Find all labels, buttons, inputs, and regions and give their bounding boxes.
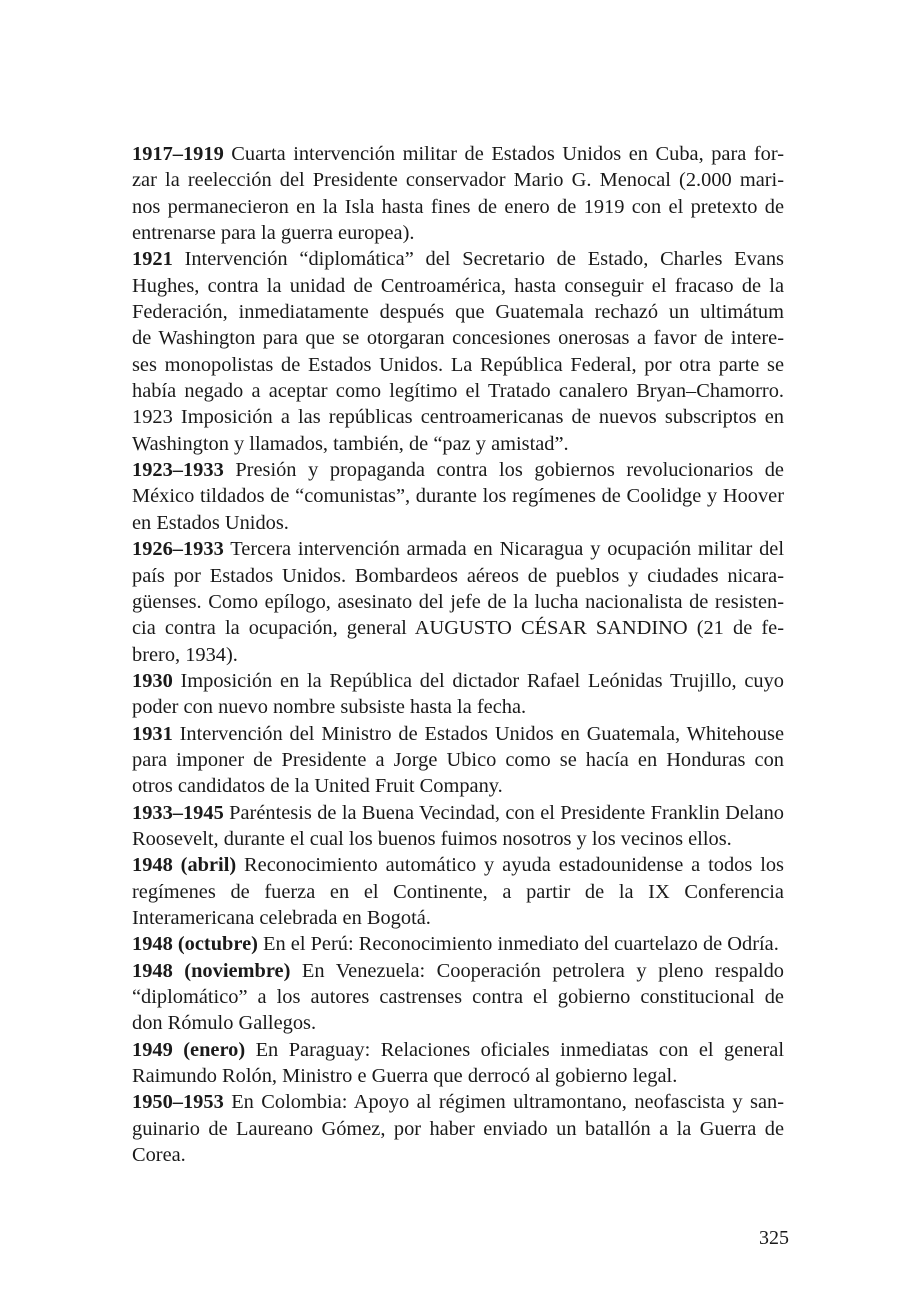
entry-text: México tildados de “comunistas”, durante los regímenes de Coolidge y Hoover [132,485,784,508]
chronology-entry [132,1037,784,1090]
text-line [132,194,784,220]
entry-date: 1950–1953 [132,1091,224,1114]
text-line [132,1116,784,1142]
entry-text: don Rómulo Gallegos. [132,1012,317,1035]
entry-text: en Estados Unidos. [132,511,289,534]
chronology-entry [132,958,784,1037]
entry-text: ses monopolistas de Estados Unidos. La República Federal, por otra parte se [132,353,784,376]
text-line [132,642,784,668]
text-line [132,431,784,457]
entry-text: Federación, inmediatamente después que Guatemala rechazó un ultimátum [132,301,784,324]
entry-date: 1948 (abril) [132,854,237,877]
entry-text: 1923 Imposición a las repúblicas centroamericanas de nuevos subscriptos en [132,406,784,429]
text-line [132,1010,784,1036]
text-line [132,852,784,878]
chronology-text [132,141,784,1168]
text-line [132,167,784,193]
entry-date: 1948 (noviembre) [132,959,291,982]
entry-date: 1921 [132,248,173,271]
text-line [132,352,784,378]
text-line [132,483,784,509]
entry-text: regímenes de fuerza en el Continente, a partir de la IX Conferencia [132,880,784,903]
chronology-entry [132,800,784,853]
text-line [132,220,784,246]
chronology-entry [132,536,784,668]
text-line [132,404,784,430]
entry-date: 1948 (octubre) [132,933,258,956]
chronology-entry [132,721,784,800]
entry-date: 1931 [132,722,173,745]
entry-text: Interamericana celebrada en Bogotá. [132,906,431,929]
text-line [132,931,784,957]
entry-text: En Paraguay: Relaciones oficiales inmediatas con el general [245,1038,784,1061]
text-line [132,800,784,826]
entry-text: país por Estados Unidos. Bombardeos aéreos de pueblos y ciudades nicara- [132,564,784,587]
entry-text: Hughes, contra la unidad de Centroamérica, hasta conseguir el fracaso de la [132,274,784,297]
chronology-entry [132,1089,784,1168]
entry-text: En Venezuela: Cooperación petrolera y pleno respaldo [290,959,784,982]
text-line [132,615,784,641]
chronology-entry [132,141,784,246]
text-line [132,1037,784,1063]
text-line [132,1063,784,1089]
text-line [132,668,784,694]
text-line [132,826,784,852]
chronology-entry [132,668,784,721]
text-line [132,589,784,615]
entry-text: Washington y llamados, también, de “paz y amistad”. [132,432,569,455]
page-number: 325 [759,1227,789,1249]
entry-text: Intervención “diplomática” del Secretario de Estado, Charles Evans [172,248,784,271]
entry-text: Intervención del Ministro de Estados Unidos en Guatemala, Whitehouse [172,722,784,745]
text-line [132,273,784,299]
entry-text: brero, 1934). [132,643,238,666]
text-line [132,721,784,747]
text-line [132,510,784,536]
entry-text: Reconocimiento automático y ayuda estadounidense a todos los [236,854,784,877]
entry-date: 1930 [132,669,173,692]
text-line [132,905,784,931]
chronology-entry [132,457,784,536]
text-line [132,1089,784,1115]
entry-text: Raimundo Rolón, Ministro e Guerra que derrocó al gobierno legal. [132,1065,678,1088]
entry-text: Tercera intervención armada en Nicaragua y ocupación militar del [223,538,784,561]
entry-text: Presión y propaganda contra los gobiernos revolucionarios de [223,459,784,482]
entry-text: Cuarta intervención militar de Estados Unidos en Cuba, para for- [223,143,784,165]
text-line [132,1142,784,1168]
text-line [132,536,784,562]
text-line [132,747,784,773]
entry-text: de Washington para que se otorgaran concesiones onerosas a favor de intere- [132,327,784,350]
entry-text: cia contra la ocupación, general AUGUSTO CÉSAR SANDINO (21 de fe- [132,617,784,640]
entry-date: 1949 (enero) [132,1038,246,1061]
entry-text: había negado a aceptar como legítimo el Tratado canalero Bryan–Chamorro. [132,380,784,403]
entry-date: 1926–1933 [132,538,224,561]
entry-text: Corea. [132,1144,186,1167]
text-line [132,246,784,272]
entry-text: zar la reelección del Presidente conservador Mario G. Menocal (2.000 mari- [132,169,784,192]
text-line [132,141,784,167]
entry-text: En Colombia: Apoyo al régimen ultramontano, neofascista y san- [223,1091,784,1114]
entry-text: entrenarse para la guerra europea). [132,222,415,245]
entry-text: En el Perú: Reconocimiento inmediato del cuartelazo de Odría. [257,933,779,956]
text-line [132,879,784,905]
entry-text: guinario de Laureano Gómez, por haber enviado un batallón a la Guerra de [132,1117,784,1140]
text-line [132,563,784,589]
entry-text: güenses. Como epílogo, asesinato del jefe de la lucha nacionalista de resisten- [132,590,784,613]
text-line [132,378,784,404]
entry-text: Imposición en la República del dictador Rafael Leónidas Trujillo, cuyo [172,669,784,692]
text-line [132,773,784,799]
entry-text: nos permanecieron en la Isla hasta fines de enero de 1919 con el pretexto de [132,195,784,218]
text-line [132,299,784,325]
text-line [132,457,784,483]
entry-text: “diplomático” a los autores castrenses contra el gobierno constitucional de [132,986,784,1008]
entry-date: 1933–1945 [132,801,224,824]
entry-text: Paréntesis de la Buena Vecindad, con el Presidente Franklin Delano [223,801,784,824]
text-line [132,958,784,984]
entry-text: para imponer de Presidente a Jorge Ubico como se hacía en Honduras con [132,748,784,771]
chronology-entry [132,852,784,931]
chronology-entry [132,931,784,957]
entry-text: Roosevelt, durante el cual los buenos fuimos nosotros y los vecinos ellos. [132,827,732,850]
chronology-entry [132,246,784,457]
entry-text: poder con nuevo nombre subsiste hasta la fecha. [132,696,527,719]
text-line [132,984,784,1010]
entry-date: 1917–1919 [132,143,224,165]
entry-text: otros candidatos de la United Fruit Company. [132,775,503,798]
text-line [132,694,784,720]
entry-date: 1923–1933 [132,459,224,482]
text-line [132,325,784,351]
